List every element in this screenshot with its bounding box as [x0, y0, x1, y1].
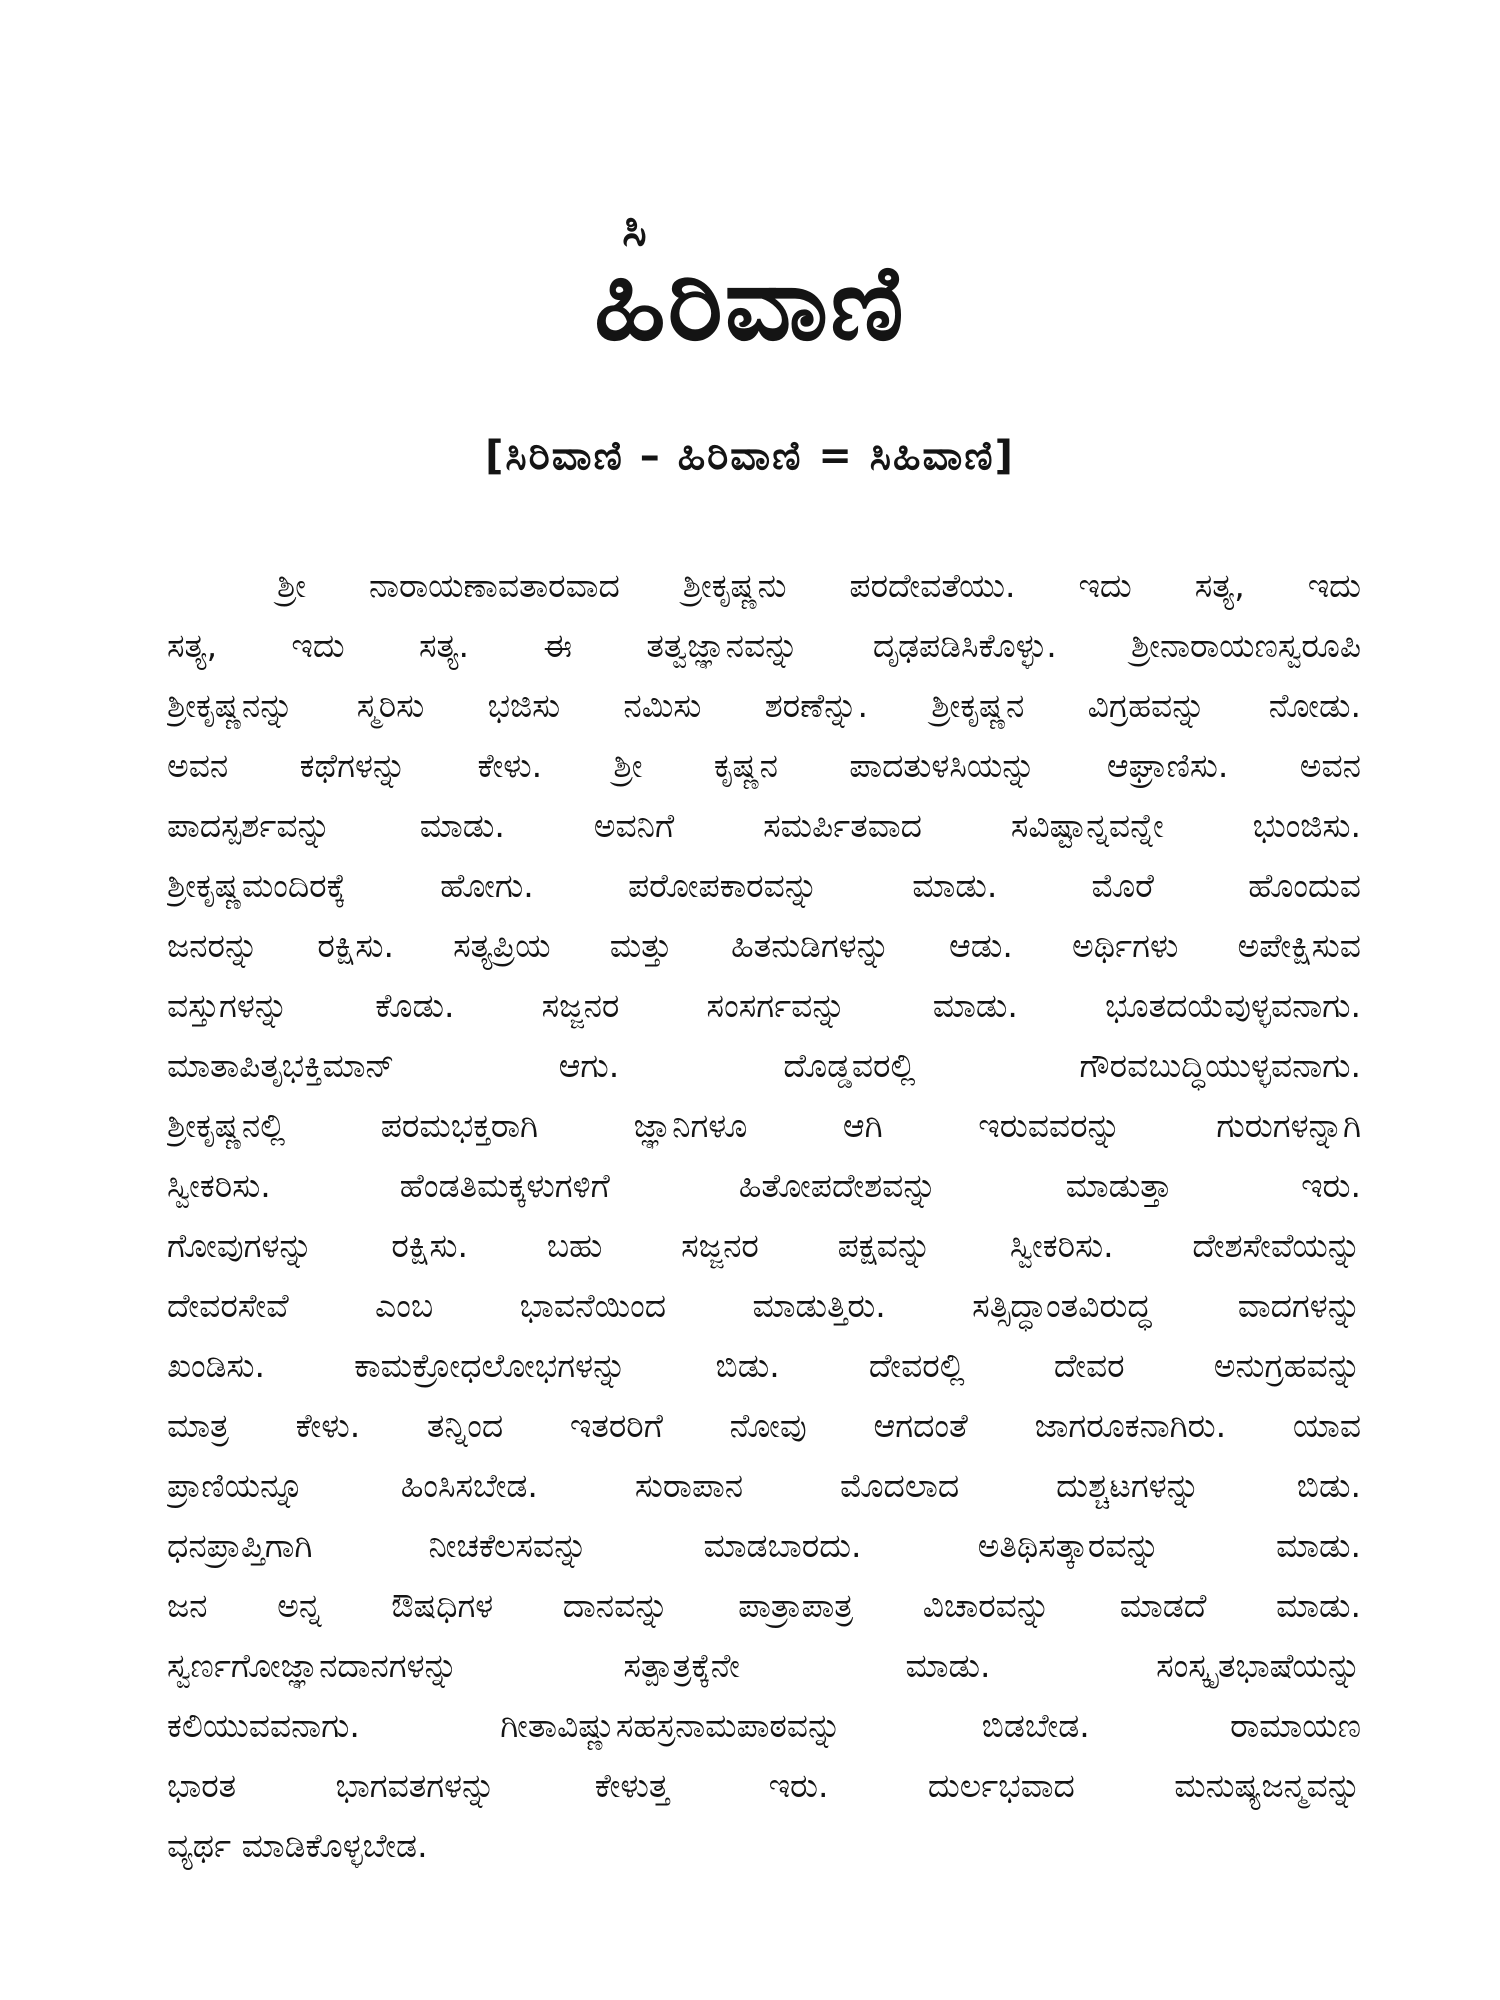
- text-line: ಮಾತ್ರ ಕೇಳು. ತನ್ನಿಂದ ಇತರರಿಗೆ ನೋವು ಆಗದಂತೆ ಜಾಗರೂಕನಾಗಿರು. ಯಾವ: [167, 1406, 1361, 1445]
- text-line: ಪ್ರಾಣಿಯನ್ನೂ ಹಿಂಸಿಸಬೇಡ. ಸುರಾಪಾನ ಮೊದಲಾದ ದುಶ್ಚಟಗಳನ್ನು ಬಿಡು.: [167, 1466, 1361, 1505]
- text-line: ಶ್ರೀಕೃಷ್ಣನಲ್ಲಿ ಪರಮಭಕ್ತರಾಗಿ ಜ್ಞಾನಿಗಳೂ ಆಗಿ ಇರುವವರನ್ನು ಗುರುಗಳನ್ನಾಗಿ: [167, 1106, 1361, 1145]
- text-line: ಧನಪ್ರಾಪ್ತಿಗಾಗಿ ನೀಚಕೆಲಸವನ್ನು ಮಾಡಬಾರದು. ಅತಿಥಿಸತ್ಕಾರವನ್ನು ಮಾಡು.: [167, 1526, 1361, 1565]
- page-title: [594, 202, 906, 368]
- text-line: ಮಾತಾಪಿತೃಭಕ್ತಿಮಾನ್ ಆಗು. ದೊಡ್ಡವರಲ್ಲಿ ಗೌರವಬುದ್ಧಿಯುಳ್ಳವನಾಗು.: [167, 1046, 1361, 1085]
- text-line: ಗೋವುಗಳನ್ನು ರಕ್ಷಿಸು. ಬಹು ಸಜ್ಜನರ ಪಕ್ಷವನ್ನು ಸ್ವೀಕರಿಸು. ದೇಶಸೇವೆಯನ್ನು: [167, 1226, 1361, 1265]
- body-paragraph: [167, 556, 1361, 1876]
- title-main-text: ಹಿರಿವಾಣಿ: [594, 242, 906, 364]
- text-line: ಕಲಿಯುವವನಾಗು. ಗೀತಾವಿಷ್ಣುಸಹಸ್ರನಾಮಪಾಠವನ್ನು ಬಿಡಬೇಡ. ರಾಮಾಯಣ: [167, 1706, 1361, 1745]
- text-line: ವ್ಯರ್ಥ ಮಾಡಿಕೊಳ್ಳಬೇಡ.: [167, 1826, 428, 1865]
- text-line: ಸ್ವರ್ಣಗೋಜ್ಞಾನದಾನಗಳನ್ನು ಸತ್ಪಾತ್ರಕ್ಕೆನೇ ಮಾಡು. ಸಂಸ್ಕೃತಭಾಷೆಯನ್ನು: [167, 1646, 1361, 1685]
- text-line: ಪಾದಸ್ಪರ್ಶವನ್ನು ಮಾಡು. ಅವನಿಗೆ ಸಮರ್ಪಿತವಾದ ಸವಿಷ್ಟಾನ್ನವನ್ನೇ ಭುಂಜಿಸು.: [167, 806, 1361, 845]
- text-line: ಭಾರತ ಭಾಗವತಗಳನ್ನು ಕೇಳುತ್ತ ಇರು. ದುರ್ಲಭವಾದ ಮನುಷ್ಯಜನ್ಮವನ್ನು: [167, 1766, 1361, 1805]
- text-line: ಶ್ರೀಕೃಷ್ಣನನ್ನು ಸ್ಮರಿಸು ಭಜಿಸು ನಮಿಸು ಶರಣೆನ್ನು. ಶ್ರೀಕೃಷ್ಣನ ವಿಗ್ರಹವನ್ನು ನೋಡು.: [167, 686, 1361, 725]
- text-line: ಜನ ಅನ್ನ ಔಷಧಿಗಳ ದಾನವನ್ನು ಪಾತ್ರಾಪಾತ್ರ ವಿಚಾರವನ್ನು ಮಾಡದೆ ಮಾಡು.: [167, 1586, 1361, 1625]
- page-subtitle: [ಸಿರಿವಾಣಿ – ಹಿರಿವಾಣಿ = ಸಿಹಿವಾಣಿ]: [485, 433, 1015, 479]
- text-line: ಶ್ರೀಕೃಷ್ಣಮಂದಿರಕ್ಕೆ ಹೋಗು. ಪರೋಪಕಾರವನ್ನು ಮಾಡು. ಮೊರೆ ಹೊಂದುವ: [167, 866, 1361, 905]
- text-line: ಅವನ ಕಥೆಗಳನ್ನು ಕೇಳು. ಶ್ರೀ ಕೃಷ್ಣನ ಪಾದತುಳಸಿಯನ್ನು ಆಘ್ರಾಣಿಸು. ಅವನ: [167, 746, 1361, 785]
- text-line: ಸ್ವೀಕರಿಸು. ಹೆಂಡತಿಮಕ್ಕಳುಗಳಿಗೆ ಹಿತೋಪದೇಶವನ್ನು ಮಾಡುತ್ತಾ ಇರು.: [167, 1166, 1361, 1205]
- text-line: ವಸ್ತುಗಳನ್ನು ಕೊಡು. ಸಜ್ಜನರ ಸಂಸರ್ಗವನ್ನು ಮಾಡು. ಭೂತದಯೆವುಳ್ಳವನಾಗು.: [167, 986, 1361, 1025]
- title-block: [0, 202, 1500, 368]
- text-line: ಖಂಡಿಸು. ಕಾಮಕ್ರೋಧಲೋಭಗಳನ್ನು ಬಿಡು. ದೇವರಲ್ಲಿ ದೇವರ ಅನುಗ್ರಹವನ್ನು: [167, 1346, 1361, 1385]
- text-line: ಜನರನ್ನು ರಕ್ಷಿಸು. ಸತ್ಯಪ್ರಿಯ ಮತ್ತು ಹಿತನುಡಿಗಳನ್ನು ಆಡು. ಅರ್ಥಿಗಳು ಅಪೇಕ್ಷಿಸುವ: [167, 926, 1361, 965]
- text-line: ಸತ್ಯ, ಇದು ಸತ್ಯ. ಈ ತತ್ವಜ್ಞಾನವನ್ನು ದೃಢಪಡಿಸಿಕೊಳ್ಳು. ಶ್ರೀನಾರಾಯಣಸ್ವರೂಪಿ: [167, 626, 1361, 665]
- text-line: ಶ್ರೀ ನಾರಾಯಣಾವತಾರವಾದ ಶ್ರೀಕೃಷ್ಣನು ಪರದೇವತೆಯು. ಇದು ಸತ್ಯ, ಇದು: [277, 566, 1361, 605]
- text-line: ದೇವರಸೇವೆ ಎಂಬ ಭಾವನೆಯಿಂದ ಮಾಡುತ್ತಿರು. ಸತ್ಸಿದ್ಧಾಂತವಿರುದ್ಧ ವಾದಗಳನ್ನು: [167, 1286, 1361, 1325]
- title-superscript: ಸಿ: [622, 202, 649, 256]
